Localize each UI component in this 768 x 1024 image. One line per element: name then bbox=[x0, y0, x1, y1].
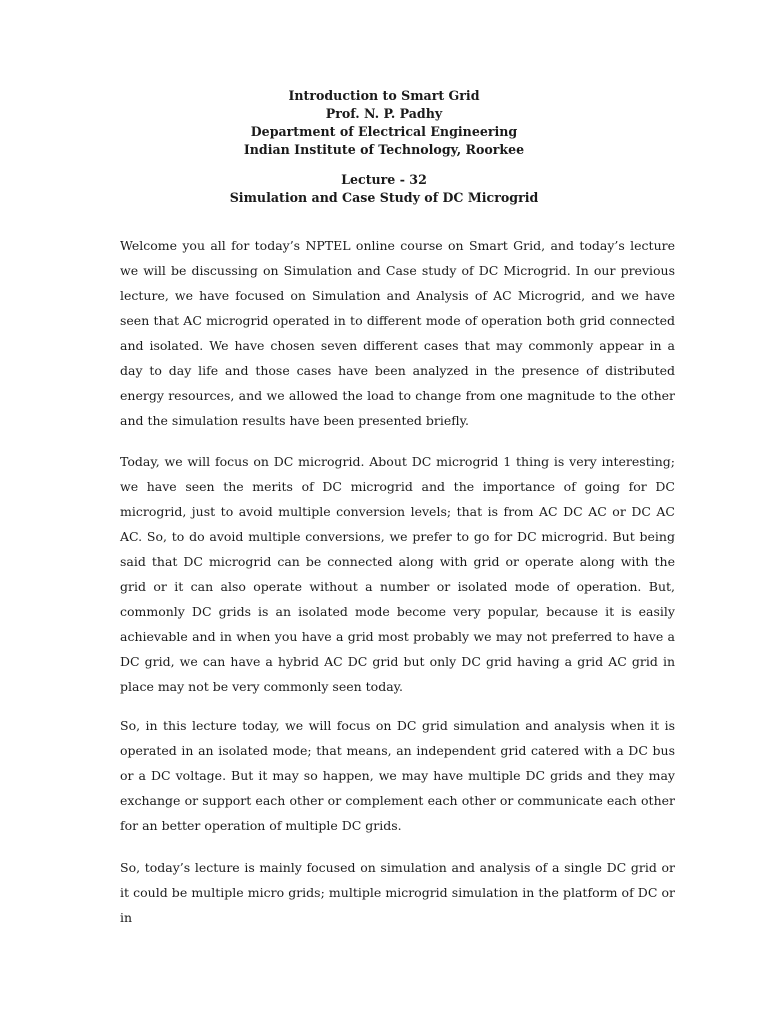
institute-name: Indian Institute of Technology, Roorkee bbox=[243, 142, 525, 157]
lecture-heading bbox=[0, 171, 768, 207]
lecture-number: Lecture - 32 bbox=[341, 172, 427, 187]
professor-name: Prof. N. P. Padhy bbox=[325, 106, 443, 121]
course-title: Introduction to Smart Grid bbox=[288, 88, 480, 103]
paragraph-2: Today, we will focus on DC microgrid. About DC microgrid 1 thing is very interesting; we have seen the merits of DC microgrid and the importance of going for DC microgrid, just to avoid multiple conversion levels; that is from AC DC AC or DC AC AC. So, to do avoid multiple conversions, we prefer to go for DC microgrid. But being said that DC microgrid can be connected along with grid or operate along with the grid or it can also operate without a number or isolated mode of operation. But, commonly DC grids is an isolated mode become very popular, because it is easily achievable and in when you have a grid most probably we may not preferred to have a DC grid, we can have a hybrid AC DC grid but only DC grid having a grid AC grid in place may not be very commonly seen today. bbox=[120, 454, 675, 694]
lecture-title: Simulation and Case Study of DC Microgrid bbox=[229, 190, 539, 205]
paragraph-3: So, in this lecture today, we will focus on DC grid simulation and analysis when it is operated in an isolated mode; that means, an independent grid catered with a DC bus or a DC voltage. But it may so happen, we may have multiple DC grids and they may exchange or support each other or complement each other or communicate each other for an better operation of multiple DC grids. bbox=[120, 718, 675, 833]
paragraph-1: Welcome you all for today’s NPTEL online course on Smart Grid, and today’s lecture we will be discussing on Simulation and Case study of DC Microgrid. In our previous lecture, we have focused on Simulation and Analysis of AC Microgrid, and we have seen that AC microgrid operated in to different mode of operation both grid connected and isolated. We have chosen seven different cases that may commonly appear in a day to day life and those cases have been analyzed in the presence of distributed energy resources, and we allowed the load to change from one magnitude to the other and the simulation results have been presented briefly. bbox=[120, 238, 675, 428]
department-name: Department of Electrical Engineering bbox=[250, 124, 518, 139]
title-block bbox=[0, 87, 768, 159]
paragraph-4: So, today’s lecture is mainly focused on simulation and analysis of a single DC grid or it could be multiple micro grids; multiple microgrid simulation in the platform of DC or in bbox=[120, 860, 675, 925]
